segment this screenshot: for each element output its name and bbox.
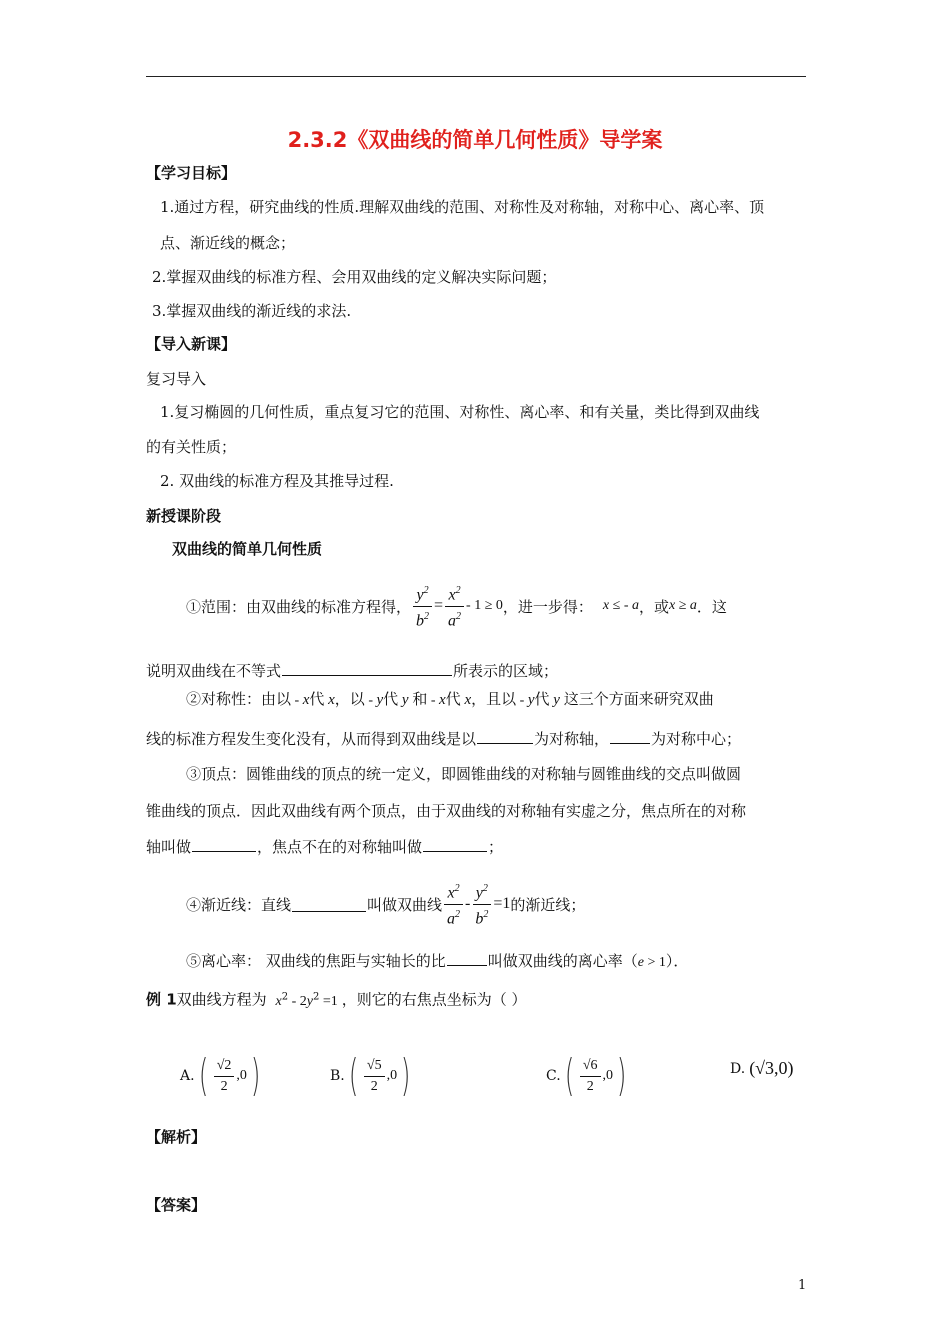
choice-a[interactable]: A. ( $\frac{√2}{2}$ ,0 ) — [180, 1050, 261, 1101]
goal-1: 1.通过方程，研究曲线的性质.理解双曲线的范围、对称性及对称轴，对称中心、离心率、顶 — [160, 198, 765, 216]
new-lesson-heading: 新授课阶段 — [146, 507, 222, 525]
range-text: ①范围：由双曲线的标准方程得， — [186, 597, 412, 616]
header-rule — [146, 76, 806, 77]
fraction-x2-a2-asym: $\frac{x^2}{a^2}$ — [444, 879, 463, 929]
review-label: 复习导入 — [146, 370, 207, 388]
blank-center — [610, 728, 650, 744]
range-continuation: 说明双曲线在不等式 所表示的区域； — [146, 662, 559, 680]
fraction-y2-b2: $\frac{y^2}{b^2}$ — [413, 581, 432, 631]
fraction-y2-b2-asym: $\frac{y^2}{b^2}$ — [472, 879, 491, 929]
blank-eccentricity — [447, 950, 487, 966]
vertex-line-3: 轴叫做 ，焦点不在的对称轴叫做 ； — [146, 838, 504, 856]
intro-heading: 【导入新课】 — [146, 335, 237, 353]
blank-imaginary-axis — [423, 836, 487, 852]
review-1-cont: 的有关性质； — [146, 438, 237, 456]
choice-d[interactable]: D. (√3,0) — [730, 1058, 794, 1078]
answer-heading: 【答案】 — [146, 1196, 207, 1214]
review-1: 1.复习椭圆的几何性质，重点复习它的范围、对称性、离心率、和有关量，类比得到双曲线 — [160, 403, 760, 421]
range-or: ，或 — [638, 597, 669, 616]
vertex-line-2: 锥曲线的顶点．因此双曲线有两个顶点，由于双曲线的对称轴有实虚之分，焦点所在的对称 — [146, 802, 747, 820]
blank-inequality — [282, 660, 452, 676]
blank-asymptote — [292, 896, 366, 912]
symmetry-line-2: 线的标准方程发生变化没有，从而得到双曲线是以 为对称轴， 为对称中心； — [146, 730, 742, 748]
analysis-heading: 【解析】 — [146, 1128, 207, 1146]
vertex-line-1: ③顶点：圆锥曲线的顶点的统一定义，即圆锥曲线的对称轴与圆锥曲线的交点叫做圆 — [186, 765, 742, 783]
range-text-2: ，进一步得： — [502, 597, 593, 616]
asymptote-paragraph: ④渐近线：直线 叫做双曲线 $\frac{x^2}{a^2}$ - $\frac{y^2}{b^2}$ =1 的渐近线； — [186, 876, 585, 932]
goal-3: 3.掌握双曲线的渐近线的求法. — [152, 302, 352, 320]
choice-c[interactable]: C. ( $\frac{√6}{2}$ ,0 ) — [546, 1050, 627, 1101]
blank-real-axis — [192, 836, 256, 852]
range-end: ．这 — [696, 597, 727, 616]
review-2: 2. 双曲线的标准方程及其推导过程. — [160, 472, 394, 490]
eccentricity-line: ⑤离心率： 双曲线的焦距与实轴长的比 叫做双曲线的离心率（e > 1）． — [186, 952, 689, 970]
page-number: 1 — [798, 1278, 807, 1293]
blank-axis — [477, 728, 533, 744]
ineq-x-le-minus-a: x ≤ - a — [602, 598, 639, 613]
page-title: 2.3.2《双曲线的简单几何性质》导学案 — [287, 128, 663, 152]
subheading: 双曲线的简单几何性质 — [172, 540, 323, 558]
range-paragraph: ①范围：由双曲线的标准方程得， $\frac{y^2}{b^2}$ = $\frac{x^2}{a^2}$ - 1 ≥ 0 ，进一步得： x ≤ - a ，或 x ≥ a ．这 — [186, 578, 727, 634]
ineq-x-ge-a: x ≥ a — [669, 598, 697, 613]
goal-1-cont: 点、渐近线的概念； — [160, 234, 296, 252]
choice-b[interactable]: B. ( $\frac{√5}{2}$ ,0 ) — [330, 1050, 411, 1101]
fraction-x2-a2: $\frac{x^2}{a^2}$ — [445, 581, 464, 631]
goal-2: 2.掌握双曲线的标准方程、会用双曲线的定义解决实际问题； — [152, 268, 557, 286]
example-1: 例 1双曲线方程为 $x^2 - 2y^2 =1$ ，则它的右焦点坐标为（ ） — [146, 990, 527, 1009]
goals-heading: 【学习目标】 — [146, 164, 237, 182]
symmetry-line-1: ②对称性：由以 - x代 x，以 - y代 y 和 - x代 x，且以 - y代 y 这三个方面来研究双曲 — [186, 690, 714, 708]
